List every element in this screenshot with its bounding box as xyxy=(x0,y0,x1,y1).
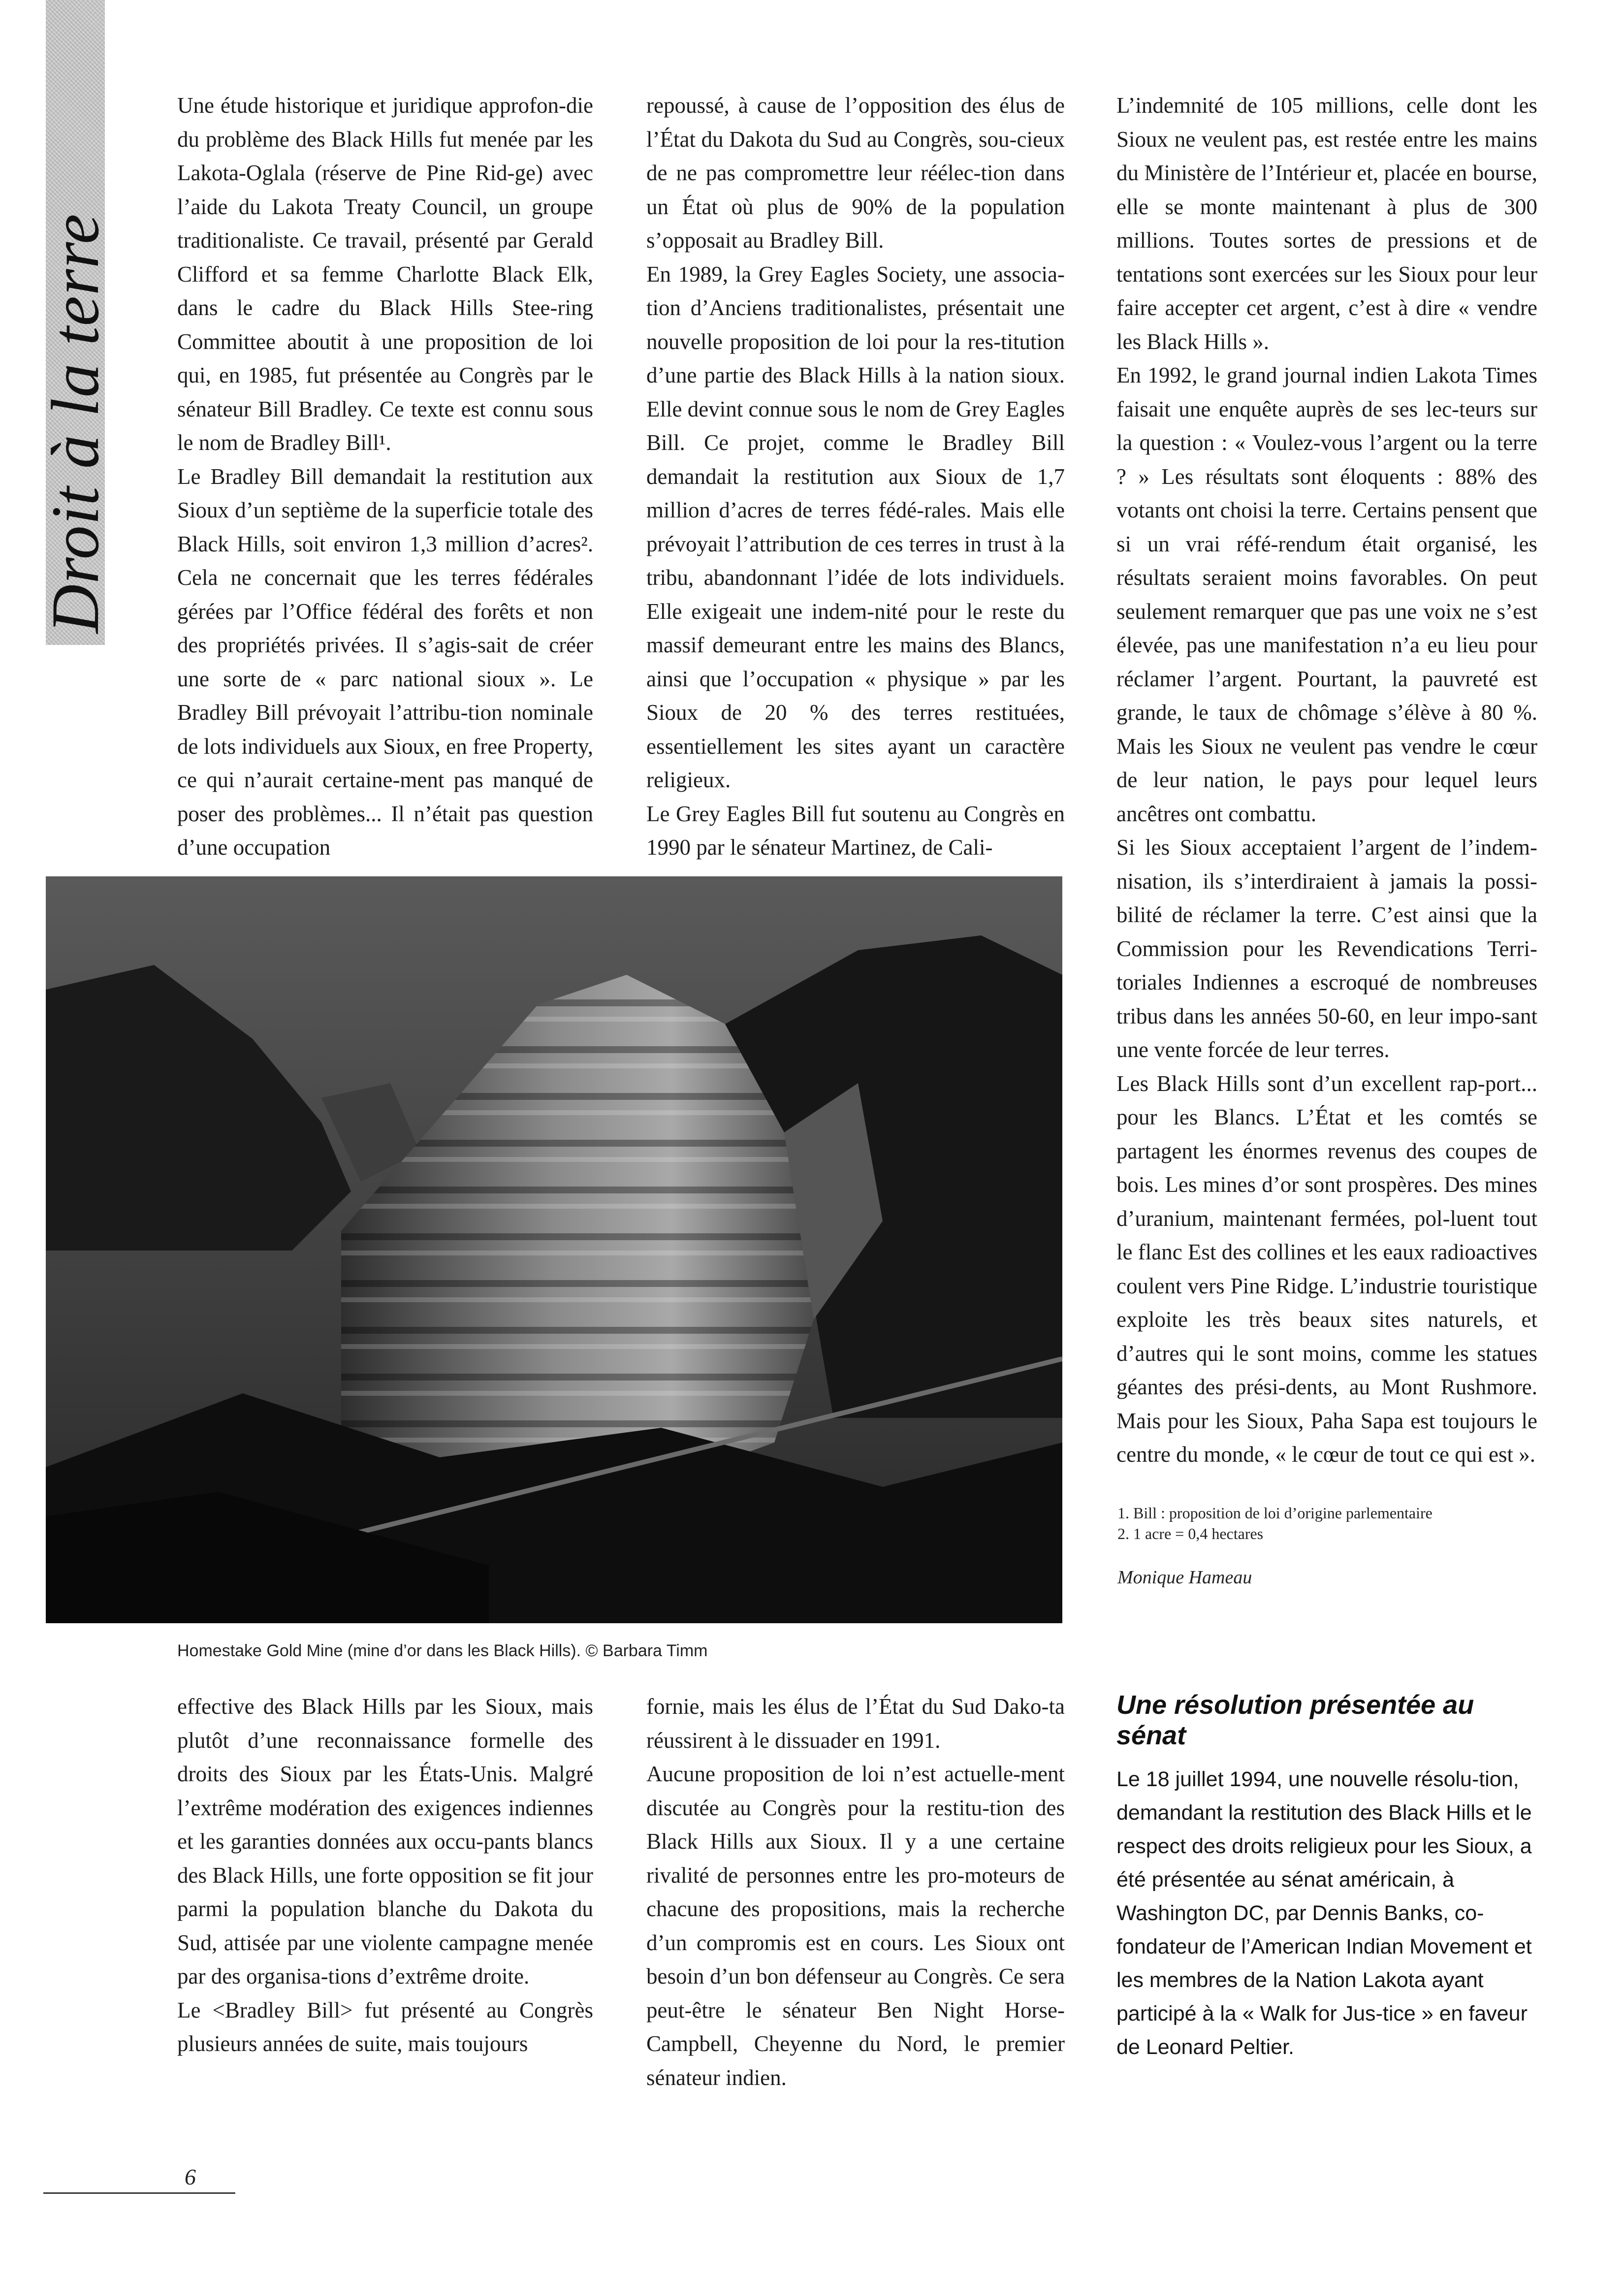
column-left-top xyxy=(177,89,593,865)
footnote: 2. 1 acre = 0,4 hectares xyxy=(1117,1525,1264,1542)
footnote: 1. Bill : proposition de loi d’origine parlementaire xyxy=(1117,1504,1433,1522)
photo-caption: Homestake Gold Mine (mine d’or dans les Black Hills). © Barbara Timm xyxy=(177,1641,708,1660)
footnotes xyxy=(1117,1503,1536,1544)
column-left-bottom xyxy=(177,1690,593,2061)
paragraph: Aucune proposition de loi n’est actuelle-ment discutée au Congrès pour la restitu-tion des Black Hills aux Sioux. Il y a une certaine rivalité de personnes entre les pro-moteurs de chacune des propositions, mais la recherche d’un compromis est en cours. Les Sioux ont besoin d’un bon défenseur au Congrès. Ce sera peut-être le sénateur Ben Night Horse-Campbell, Cheyenne du Nord, le premier sénateur indien. xyxy=(646,1762,1065,2090)
paragraph: effective des Black Hills par les Sioux, mais plutôt d’une reconnaissance formelle des droits des Sioux par les États-Unis. Malgré l’extrême modération des exigences indiennes et les garanties données aux occu-pants blancs des Black Hills, une forte opposition se fit jour parmi la population blanche du Dakota du Sud, attisée par une violente campagne menée par des organisa-tions d’extrême droite. xyxy=(177,1694,593,1989)
page-number: 6 xyxy=(185,2164,196,2189)
page-rule xyxy=(43,2192,235,2194)
paragraph: fornie, mais les élus de l’État du Sud Dako-ta réussirent à le dissuader en 1991. xyxy=(646,1694,1065,1753)
paragraph: Le <Bradley Bill> fut présenté au Congrès plusieurs années de suite, mais toujours xyxy=(177,1997,593,2056)
paragraph: Le Bradley Bill demandait la restitution aux Sioux d’un septième de la superficie totale des Black Hills, soit environ 1,3 million d’acres². Cela ne concernait que les terres fédérales gérées par l’Office fédéral des forêts et non des propriétés privées. Il s’agis-sait de créer une sorte de « parc national sioux ». Le Bradley Bill prévoyait l’attribu-tion nominale de lots individuels aux Sioux, en free Property, ce qui n’aurait certaine-ment pas manqué de poser des problèmes... Il n’était pas question d’une occupation xyxy=(177,464,593,860)
mine-photo xyxy=(46,876,1062,1623)
paragraph: En 1992, le grand journal indien Lakota Times faisait une enquête auprès de ses lec-teurs sur la question : « Voulez-vous l’argent ou la terre ? » Les résultats sont éloquents : 88% des votants ont choisi la terre. Certains pensent que si un vrai réfé-rendum était organisé, les résultats seraient moins favorables. On peut seulement remarquer que pas une voix ne s’est élevée, pas une manifestation n’a eu lieu pour réclamer l’argent. Pourtant, la pauvreté est grande, le taux de chômage s’élève à 80 %. Mais les Sioux ne veulent pas vendre le cœur de leur nation, le pays pour lequel leurs ancêtres ont combattu. xyxy=(1116,363,1537,826)
sidebar-body: Le 18 juillet 1994, une nouvelle résolu-tion, demandant la restitution des Black Hills et le respect des droits religieux pour les Sioux, a été présentée au sénat américain, à Washington DC, par Dennis Banks, co-fondateur de l’American Indian Movement et les membres de la Nation Lakota ayant participé à la « Walk for Jus-tice » en faveur de Leonard Peltier. xyxy=(1116,1767,1532,2059)
paragraph: Les Black Hills sont d’un excellent rap-port... pour les Blancs. L’État et les comtés se partagent les énormes revenus des coupes de bois. Les mines d’or sont prospères. Des mines d’uranium, maintenant fermées, pol-luent tout le flanc Est des collines et les eaux radioactives coulent vers Pine Ridge. L’industrie touristique exploite les très beaux sites naturels, et d’autres qui le sont moins, comme les statues géantes des prési-dents, au Mont Rushmore. Mais pour les Sioux, Paha Sapa est toujours le centre du monde, « le cœur de tout ce qui est ». xyxy=(1116,1071,1537,1467)
paragraph: repoussé, à cause de l’opposition des élus de l’État du Dakota du Sud au Congrès, sou-cieux de ne pas compromettre leur réélec-tion dans un État où plus de 90% de la population s’opposait au Bradley Bill. xyxy=(646,93,1065,253)
section-title: Droit à la terre xyxy=(37,213,113,634)
author-signature: Monique Hameau xyxy=(1117,1567,1252,1588)
paragraph: Une étude historique et juridique approfon-die du problème des Black Hills fut menée par les Lakota-Oglala (réserve de Pine Rid-ge) avec l’aide du Lakota Treaty Council, un groupe traditionaliste. Ce travail, présenté par Gerald Clifford et sa femme Charlotte Black Elk, dans le cadre du Black Hills Stee-ring Committee aboutit à une proposition de loi qui, en 1985, fut présentée au Congrès par le sénateur Bill Bradley. Ce texte est connu sous le nom de Bradley Bill¹. xyxy=(177,93,593,455)
paragraph: Le Grey Eagles Bill fut soutenu au Congrès en 1990 par le sénateur Martinez, de Cali- xyxy=(646,801,1065,860)
sidebar-heading: Une résolution présentée au sénat xyxy=(1116,1690,1474,1750)
paragraph: En 1989, la Grey Eagles Society, une associa-tion d’Anciens traditionalistes, présentait une nouvelle proposition de loi pour la res-titution d’une partie des Black Hills à la nation sioux. Elle devint connue sous le nom de Grey Eagles Bill. Ce projet, comme le Bradley Bill demandait la restitution aux Sioux de 1,7 million d’acres de terres fédé-rales. Mais elle prévoyait l’attribution de ces terres in trust à la tribu, abandonnant l’idée de lots individuels. Elle exigeait une indem-nité pour le reste du massif demeurant entre les mains des Blancs, ainsi que l’occupation « physique » par les Sioux de 20 % des terres restituées, essentiellement les sites ayant un caractère religieux. xyxy=(646,261,1065,792)
paragraph: Si les Sioux acceptaient l’argent de l’indem-nisation, ils s’interdiraient à jamais la possi-bilité de réclamer la terre. C’est ainsi que la Commission pour les Revendications Terri-toriales Indiennes a escroqué de nombreuses tribus dans les années 50-60, en leur impo-sant une vente forcée de leur terres. xyxy=(1116,835,1537,1062)
column-middle-bottom xyxy=(646,1690,1065,2094)
mine-photo-image xyxy=(46,876,1062,1623)
column-middle-top xyxy=(646,89,1065,865)
paragraph: L’indemnité de 105 millions, celle dont les Sioux ne veulent pas, est restée entre les mains du Ministère de l’Intérieur et, placée en bourse, elle se monte maintenant à plus de 300 millions. Toutes sortes de pressions et de tentations sont exercées sur les Sioux pour leur faire accepter cet argent, c’est à dire « vendre les Black Hills ». xyxy=(1116,93,1537,354)
column-right xyxy=(1116,89,1537,1472)
